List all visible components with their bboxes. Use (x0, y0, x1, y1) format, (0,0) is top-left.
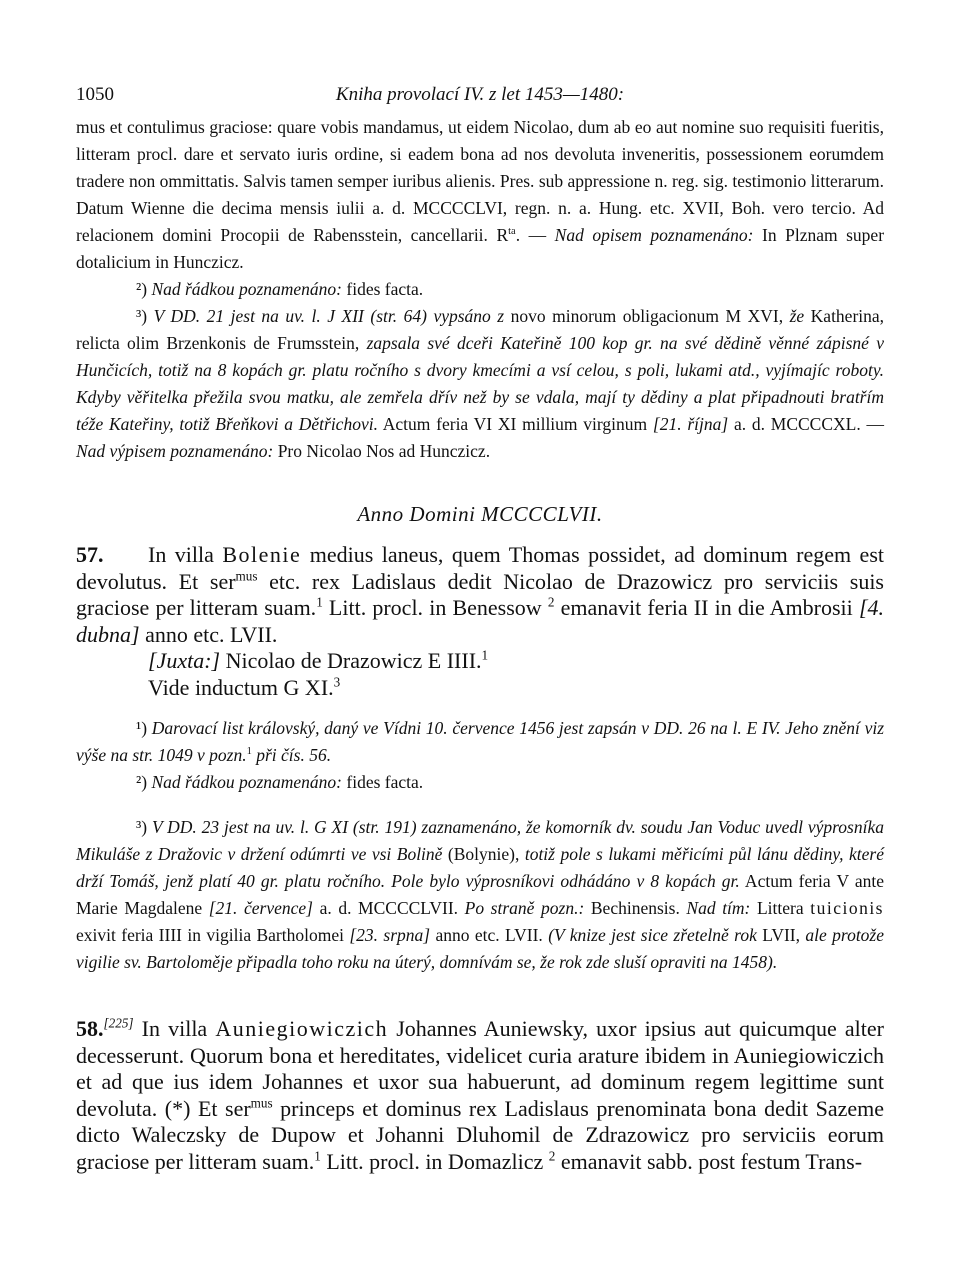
footnote-italic: při čís. 56. (251, 745, 332, 765)
entry-58 (76, 1016, 884, 1175)
footnote-number: ³) (136, 306, 148, 326)
footnote-text: a. d. MCCCCLVII. (312, 898, 465, 918)
footnote-text: Bechinensis. (584, 898, 687, 918)
page (76, 84, 884, 1175)
footnote-italic: (V knize jest sice zřetelně rok (548, 925, 757, 945)
superscript: mus (235, 568, 258, 584)
continuation-notes (76, 114, 884, 465)
entry-text: Johannes Auniewsky, uxor ipsius aut quicumque alter decesserunt. Quorum bona et hereditates, videlicet curia arature ibidem in Auniegiowiczich et ad que ius idem Johannes et uxor sua habuerunt, ad dominum regem legittime sunt devoluta. (*) Et ser (76, 1016, 884, 1121)
footnote-text: Katherina, relicta olim Brzenkonis de Frumsstein, (76, 306, 885, 353)
footnote-italic: Nad výpisem poznamenáno: (76, 441, 274, 461)
footnote-ref: 1 (316, 594, 323, 610)
entry-text: etc. rex Ladislaus dedit Nicolao de Drazowicz pro serviciis suis graciose per litteram suam. (76, 568, 884, 620)
superscript: mus (250, 1095, 273, 1111)
footnote-text: anno etc. LVII. (430, 925, 549, 945)
entry-text: emanavit feria II in die Ambrosii (554, 595, 859, 620)
footnote-ref: 3 (333, 674, 341, 690)
footnote-italic: Nad tím: (686, 898, 751, 918)
entry-text: medius laneus, quem Thomas possidet, ad dominum regem est devolutus. Et ser (76, 542, 884, 594)
spacer (76, 976, 884, 1016)
entry-57 (76, 542, 884, 701)
page-number: 1050 (76, 84, 114, 105)
footnote-number: ³) (136, 817, 148, 837)
footnote-3-prev (76, 303, 884, 465)
place-name: Bolenie (222, 542, 302, 567)
rta-abbrev: R (496, 225, 509, 245)
footnote-italic: Darovací list královský, daný ve Vídni 10. července 1456 jest zapsán v DD. 26 na l. E IV. Jeho znění viz výše na str. 1049 v pozn. (76, 718, 885, 765)
entry-57-vide (76, 675, 884, 702)
footnote-italic: zapsala své dceři Kateřině 100 kop gr. na své dědině věnné zápisné v Hunčicích, totiž na 8 kopách gr. platu ročního s dvory kmecími a vsí celou, s poli, lukami atd., vyjímajíc roboty. Kdyby věřitelka přežila svou matku, ale zemřela dřív než by se vdala, mají ty dědiny a plat připadnouti bratřím téže Kateřiny, totiž Břeňkovi a Dětřichovi. (76, 333, 884, 434)
footnote-italic: V DD. 21 jest na uv. l. J XII (str. 64) vypsáno z (153, 306, 505, 326)
footnote-italic: ale protože vigilie sv. Bartoloměje připadla toho roku na úterý, domnívám se, že rok zde sluší opraviti na 1458). (76, 925, 885, 972)
entry-text: anno etc. LVII. (139, 621, 278, 647)
entry-text: Nicolao de Drazowicz E IIII. (220, 648, 482, 673)
footnote-text: fides facta. (342, 279, 424, 299)
spacer (76, 796, 884, 814)
entry-57-paragraph (76, 542, 884, 648)
entry-58-paragraph (76, 1016, 884, 1175)
footnote-2-prev (76, 276, 884, 303)
continuation-italic-note: Nad opisem poznamenáno: (554, 225, 754, 245)
footnote-italic: [21. července] (208, 898, 313, 918)
continuation-text: mus et contulimus graciose: quare vobis mandamus, ut eidem Nicolao, dum ab eo aut nomine suo requisiti fueritis, litteram procl. dare et servato iuris ordine, si eadem bona ad nos devoluta inveneritis, possessionem eorumdem tradere non ommittatis. Salvis tamen semper iuribus alienis. Pres. sub appressione n. reg. sig. testimonio litterarum. Datum Wienne die decima mensis iulii a. d. MCCCCLVI, regn. n. a. Hung. etc. XVII, Boh. vero tercio. Ad relacionem domini Procopii de Rabensstein, cancellarii. (76, 117, 884, 245)
entry-date: [4. dubna] (76, 595, 884, 647)
entry-57-juxta (76, 648, 884, 675)
entry-57-footnotes (76, 715, 884, 976)
entry-number: 57. (76, 542, 104, 567)
continuation-tail: In Plznam super dotalicium in Hunczicz. (76, 225, 885, 272)
footnote-italic: že (789, 306, 805, 326)
entry-text: In villa (148, 542, 223, 567)
footnote-text: Actum feria V ante Marie Magdalene (76, 871, 884, 918)
footnote-italic: Nad řádkou poznamenáno: (151, 772, 342, 792)
juxta-label: [Juxta:] (148, 648, 221, 673)
entry-text: emanavit sabb. post festum Trans- (555, 1148, 863, 1174)
footnote-italic: Nad řádkou poznamenáno: (151, 279, 342, 299)
footnote-2 (76, 769, 884, 796)
footnote-number: ²) (136, 772, 148, 792)
rta-superscript: ta (508, 226, 516, 238)
footnote-text: a. d. MCCCCXL. — (728, 414, 884, 434)
footnote-text: exivit feria IIII in vigilia Bartholomei (76, 925, 350, 945)
footnote-italic: Po straně pozn.: (464, 898, 585, 918)
footnote-ref: 1 (314, 1148, 321, 1164)
folio-marker: [225] (103, 1015, 134, 1031)
footnote-italic: [21. října] (652, 414, 729, 434)
entry-text: Vide inductum G XI. (148, 674, 334, 700)
footnote-italic: [23. srpna] (349, 925, 431, 945)
footnote-text: Littera (750, 898, 811, 918)
footnote-ref: 1 (481, 647, 489, 663)
entry-text: Litt. procl. in Domazlicz (320, 1148, 549, 1174)
footnote-number: ¹) (136, 718, 148, 738)
footnote-number: ²) (136, 279, 148, 299)
footnote-italic: V DD. 23 jest na uv. l. G XI (str. 191) zaznamenáno, že komorník dv. soudu Jan Voduc uvedl výprosníka Mikuláše z Dražovic v držení odúmrti ve vsi Bolině (76, 817, 885, 864)
running-header (76, 84, 884, 114)
footnote-ref: 2 (547, 594, 555, 610)
footnote-spaced-word: tuicionis (810, 898, 884, 918)
footnote-text: novo minorum obligacionum M XVI, (504, 306, 790, 326)
continuation-dash: . — (515, 225, 555, 245)
entry-text: princeps et dominus rex Ladislaus prenominata bona dedit Sazeme dicto Waleczsky de Dupow et Johanni Dluhomil de Zdrazowicz pro serviciis eorum graciose per litteram suam. (76, 1095, 884, 1174)
superscript: 1 (246, 746, 252, 758)
continuation-paragraph (76, 114, 884, 276)
place-name: Auniegiowiczich (215, 1016, 389, 1041)
entry-text: Litt. procl. in Benessow (322, 595, 548, 620)
section-heading: Anno Domini MCCCCLVII. (357, 502, 603, 526)
footnote-text: LVII, (756, 925, 806, 945)
footnote-italic: totiž pole s lukami měřicími půl lánu dědiny, které drží Tomáš, jenž platí 40 gr. platu ročního. Pole bylo výprosníkovi odhádáno v 8 kopách gr. (76, 844, 884, 891)
footnote-text: (Bolynie), (442, 844, 525, 864)
footnote-3 (76, 814, 884, 976)
entry-text: In villa (133, 1016, 216, 1041)
entry-number: 58. (76, 1016, 104, 1041)
footnote-text: Actum feria VI XI millium virginum (377, 414, 653, 434)
footnote-text: Pro Nicolao Nos ad Hunczicz. (273, 441, 491, 461)
running-title: Kniha provolací IV. z let 1453—1480: (335, 84, 625, 105)
footnote-ref: 2 (548, 1148, 556, 1164)
footnote-text: fides facta. (342, 772, 424, 792)
footnote-1 (76, 715, 884, 769)
